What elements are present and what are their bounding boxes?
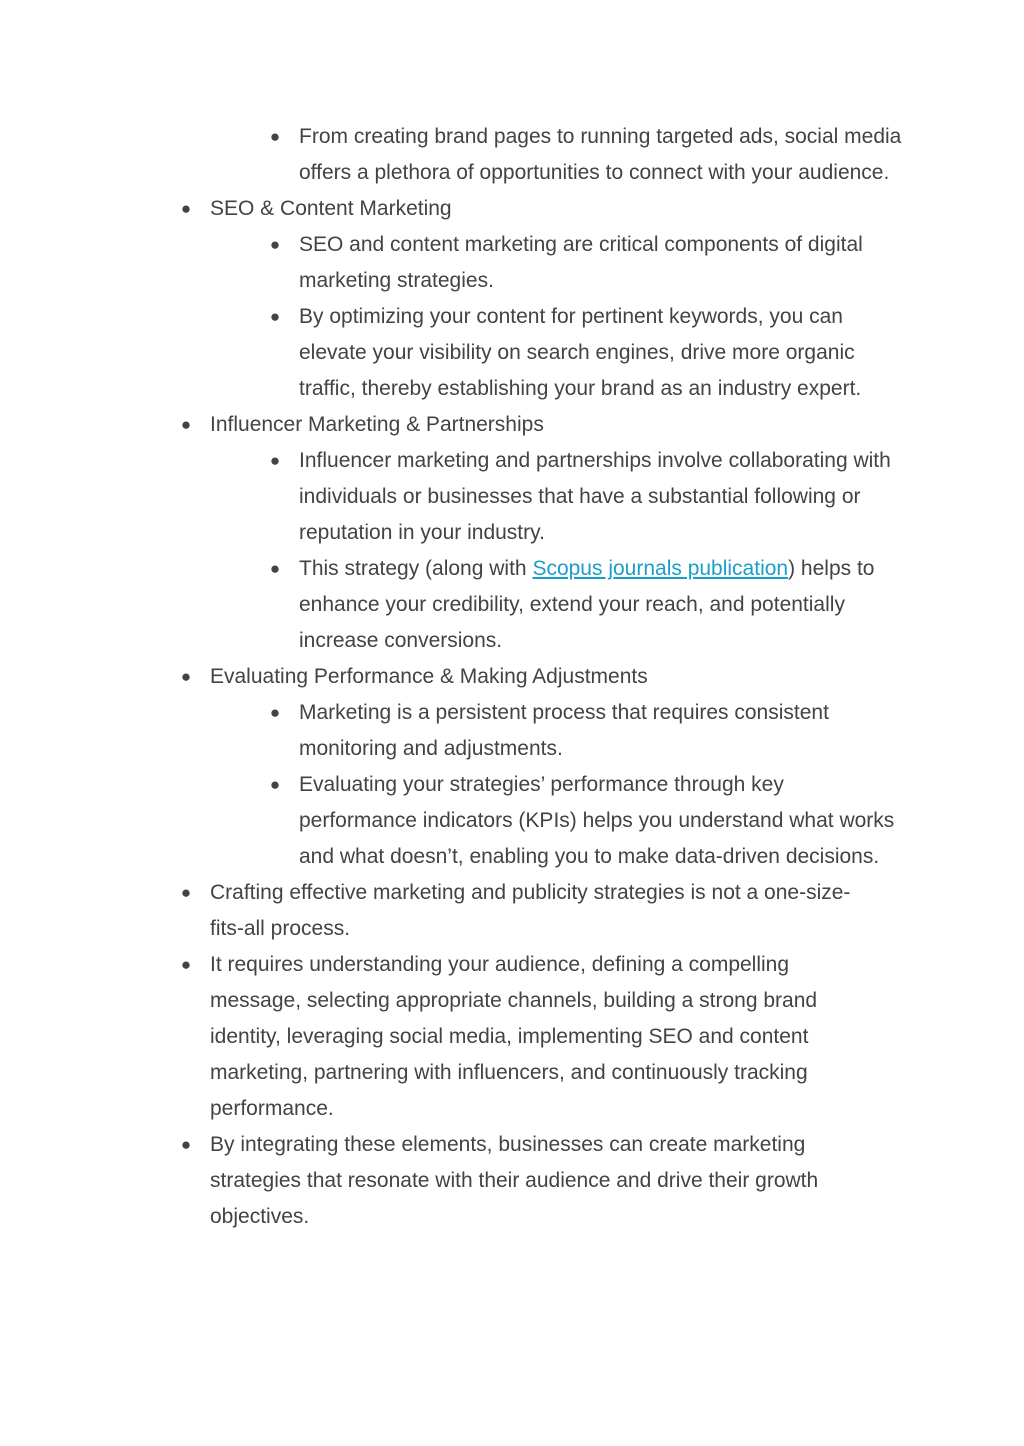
list-item-text: From creating brand pages to running targeted ads, social media offers a plethora of opportunities to connect with your audience. bbox=[299, 125, 902, 184]
list-item-text: Crafting effective marketing and publicity strategies is not a one-size-fits-all process. bbox=[210, 881, 851, 940]
list-item-text: SEO & Content Marketing bbox=[210, 197, 452, 220]
bullet-icon: ● bbox=[180, 199, 192, 218]
bullet-icon: ● bbox=[269, 235, 281, 254]
bullet-icon: ● bbox=[269, 703, 281, 722]
bullet-icon: ● bbox=[180, 955, 192, 974]
list-item-text: Marketing is a persistent process that requires consistent monitoring and adjustments. bbox=[299, 701, 829, 760]
list-item bbox=[180, 407, 870, 443]
list-item bbox=[269, 767, 904, 875]
list-item bbox=[180, 1127, 870, 1235]
scopus-journals-link[interactable]: Scopus journals publication bbox=[532, 557, 789, 580]
bullet-icon: ● bbox=[180, 883, 192, 902]
list-item bbox=[269, 443, 904, 551]
list-item bbox=[180, 875, 870, 947]
list-item bbox=[269, 119, 904, 191]
list-item bbox=[269, 227, 904, 299]
list-item-text: It requires understanding your audience, defining a compelling message, selecting appropriate channels, building a strong brand identity, leveraging social media, implementing SEO and content marketing, partnering with influencers, and continuously tracking performance. bbox=[210, 953, 818, 1120]
bullet-icon: ● bbox=[180, 1135, 192, 1154]
list-item-text: By optimizing your content for pertinent keywords, you can elevate your visibility on search engines, drive more organic traffic, thereby establishing your brand as an industry expert. bbox=[299, 305, 862, 400]
document-page bbox=[0, 119, 1024, 1235]
bullet-icon: ● bbox=[269, 775, 281, 794]
bullet-icon: ● bbox=[180, 415, 192, 434]
list-item bbox=[269, 299, 904, 407]
bullet-icon: ● bbox=[269, 307, 281, 326]
list-item-text-before: This strategy (along with bbox=[299, 557, 533, 580]
bullet-icon: ● bbox=[269, 559, 281, 578]
bullet-icon: ● bbox=[180, 667, 192, 686]
list-item bbox=[269, 695, 904, 767]
list-item bbox=[180, 947, 870, 1127]
list-item-text: Influencer Marketing & Partnerships bbox=[210, 413, 544, 436]
list-item-text: Evaluating your strategies’ performance through key performance indicators (KPIs) helps you understand what works and what doesn’t, enabling you to make data-driven decisions. bbox=[299, 773, 895, 868]
list-item bbox=[180, 191, 870, 227]
list-item-text: Influencer marketing and partnerships involve collaborating with individuals or businesses that have a substantial following or reputation in your industry. bbox=[299, 449, 891, 544]
list-item-text: SEO and content marketing are critical components of digital marketing strategies. bbox=[299, 233, 863, 292]
list-item-text-after: ) helps to enhance your credibility, extend your reach, and potentially increase conversions. bbox=[299, 557, 875, 652]
list-item bbox=[180, 659, 870, 695]
list-item bbox=[269, 551, 904, 659]
bullet-icon: ● bbox=[269, 127, 281, 146]
list-item-text: Evaluating Performance & Making Adjustments bbox=[210, 665, 648, 688]
list-item-text: By integrating these elements, businesses can create marketing strategies that resonate with their audience and drive their growth objectives. bbox=[210, 1133, 819, 1228]
bullet-icon: ● bbox=[269, 451, 281, 470]
